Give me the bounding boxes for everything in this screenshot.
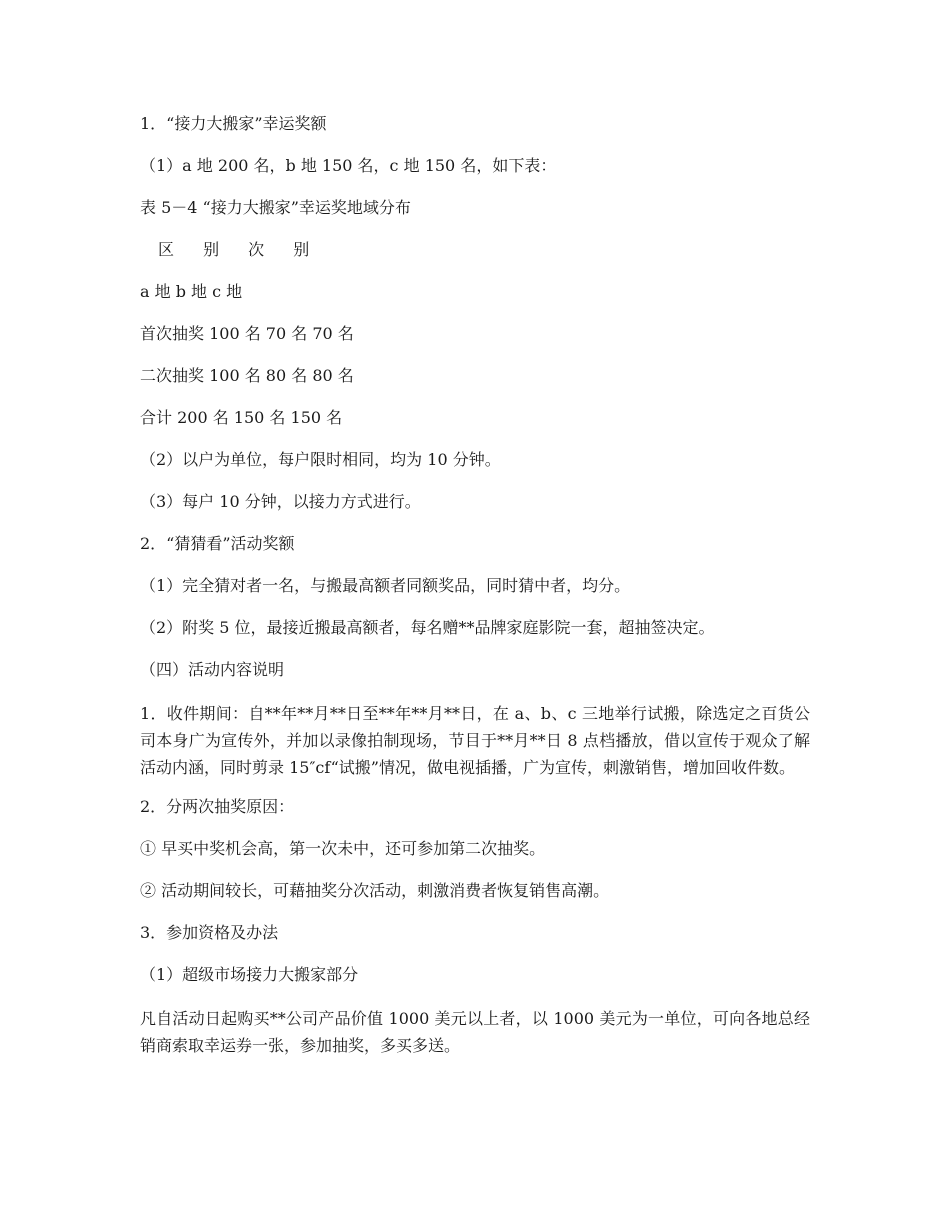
heading-lucky-prize: 1．“接力大搬家”幸运奖额 [140, 114, 327, 133]
prize-count-line: （1）a 地 200 名，b 地 150 名，c 地 150 名，如下表： [140, 156, 557, 175]
heading-guess-prize: 2．“猜猜看”活动奖额 [140, 534, 295, 553]
paragraph-collection-period: 1．收件期间：自**年**月**日至**年**月**日，在 a、b、c 三地举行试搬，除选定之百货公司本身广为宣传外，并加以录像拍制现场，节目于**月**日 8 点档播放，借以宣传于观众了解活动内涵，同时剪录 15″cf“试搬”情况，做电视插播，广为宣传，刺激销售，增加回收件数。 [140, 704, 810, 777]
heading-eligibility: 3．参加资格及办法 [140, 923, 279, 942]
guess-rule-1: （1）完全猜对者一名，与搬最高额者同额奖品，同时猜中者，均分。 [140, 576, 631, 595]
table-row-second-draw: 二次抽奖 100 名 80 名 80 名 [140, 366, 354, 385]
table-caption: 表 5－4 “接力大搬家”幸运奖地域分布 [140, 198, 411, 217]
subheading-supermarket: （1）超级市场接力大搬家部分 [140, 965, 359, 984]
document-body [140, 112, 810, 1073]
guess-rule-2: （2）附奖 5 位，最接近搬最高额者，每名赠**品牌家庭影院一套，超抽签决定。 [140, 618, 715, 637]
section-heading-activity: （四）活动内容说明 [140, 660, 285, 679]
table-row-first-draw: 首次抽奖 100 名 70 名 70 名 [140, 324, 354, 343]
reason-1: ① 早买中奖机会高，第一次未中，还可参加第二次抽奖。 [140, 839, 546, 858]
rule-relay: （3）每户 10 分钟，以接力方式进行。 [140, 492, 421, 511]
rule-per-household: （2）以户为单位，每户限时相同，均为 10 分钟。 [140, 450, 501, 469]
table-row-total: 合计 200 名 150 名 150 名 [140, 408, 343, 427]
paragraph-purchase-rule: 凡自活动日起购买**公司产品价值 1000 美元以上者，以 1000 美元为一单位，可向各地总经销商索取幸运券一张，参加抽奖，多买多送。 [140, 1009, 810, 1055]
heading-two-draws: 2．分两次抽奖原因： [140, 797, 295, 816]
table-header-row: 区 别 次 别 [158, 240, 322, 259]
table-columns-row: a 地 b 地 c 地 [140, 282, 243, 301]
reason-2: ② 活动期间较长，可藉抽奖分次活动，刺激消费者恢复销售高潮。 [140, 881, 610, 900]
